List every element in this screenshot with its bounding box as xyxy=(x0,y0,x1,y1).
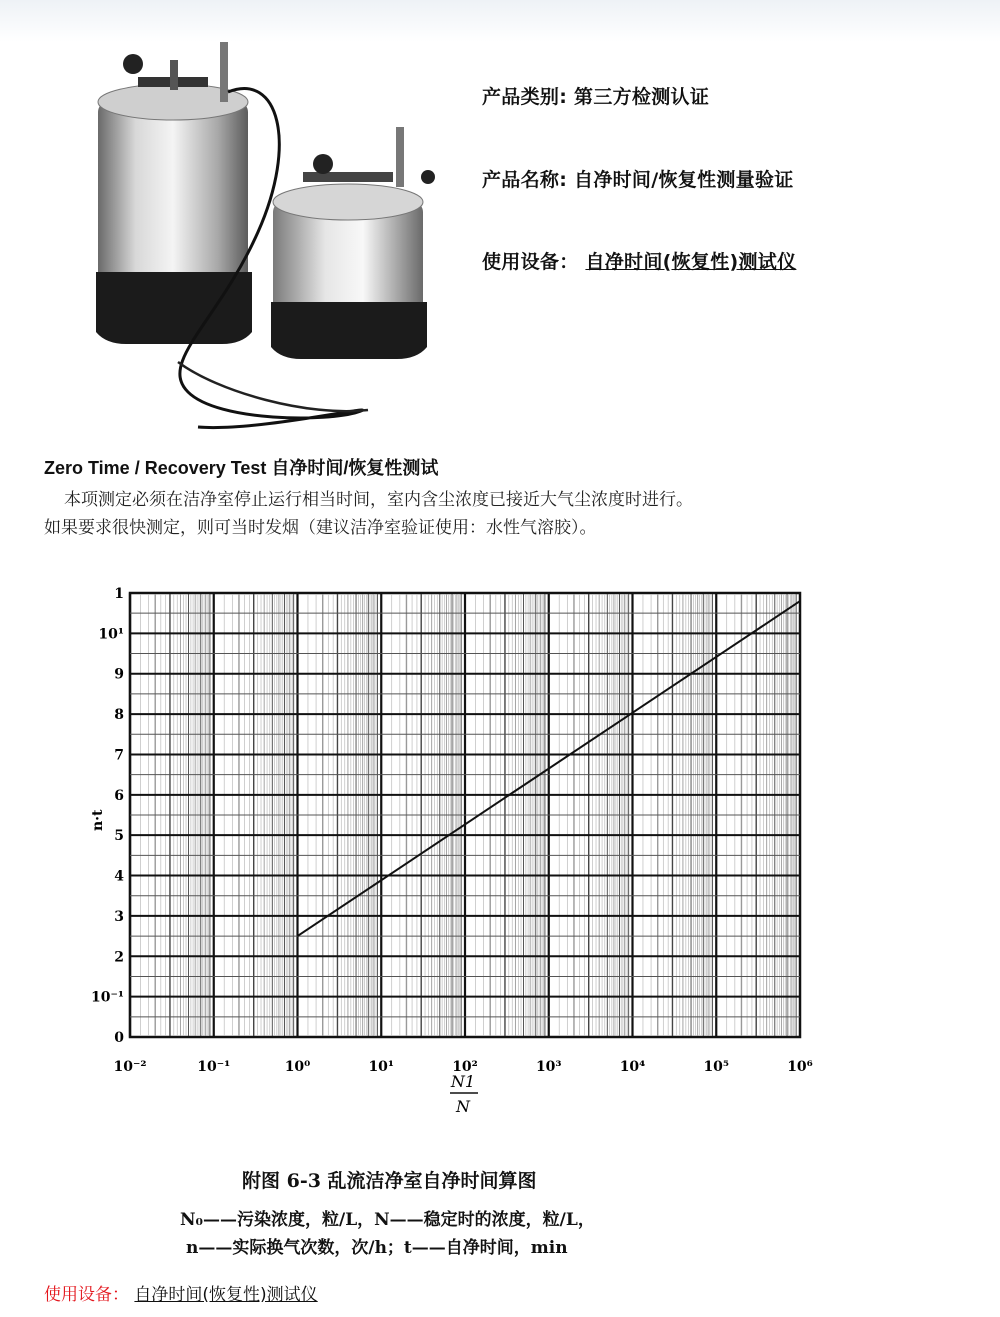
footer-equipment-label: 使用设备： xyxy=(44,1285,129,1305)
x-tick-label: 10¹ xyxy=(368,1059,395,1075)
footer-equipment-link[interactable]: 自净时间(恢复性)测试仪 xyxy=(134,1285,318,1305)
paragraph-line-1: 本项测定必须在洁净室停止运行相当时间，室内含尘浓度已接近大气尘浓度时进行。 xyxy=(64,490,693,510)
x-tick-label: 10³ xyxy=(535,1059,562,1075)
x-tick-label: 10⁵ xyxy=(703,1059,730,1075)
product-equipment-link[interactable]: 自净时间(恢复性)测试仪 xyxy=(585,251,797,273)
product-category xyxy=(482,82,709,109)
x-tick-label: 10² xyxy=(452,1059,478,1075)
product-name-label: 产品名称: xyxy=(482,169,568,191)
y-tick-label: 8 xyxy=(114,707,124,724)
y-tick-label: 0 xyxy=(114,1030,124,1046)
y-tick-label: 1 xyxy=(114,586,124,602)
self-purification-chart xyxy=(88,575,828,1130)
product-name xyxy=(482,165,794,192)
x-tick-label: 10⁴ xyxy=(619,1059,646,1075)
y-tick-label: 10⁻¹ xyxy=(90,989,124,1006)
product-name-value: 自净时间/恢复性测量验证 xyxy=(574,169,794,191)
x-label-numerator: N1 xyxy=(450,1072,476,1091)
chart-legend-line-2: n——实际换气次数，次/h；t——自净时间，min xyxy=(186,1238,568,1258)
x-tick-label: 10⁰ xyxy=(284,1059,311,1075)
x-label-denominator: N xyxy=(456,1097,470,1116)
x-tick-label: 10⁶ xyxy=(787,1059,813,1075)
product-photo xyxy=(78,32,470,440)
x-tick-label: 10⁻¹ xyxy=(197,1059,231,1075)
y-tick-label: 6 xyxy=(114,787,124,804)
footer-equipment xyxy=(44,1280,318,1305)
y-tick-label: 2 xyxy=(114,949,124,966)
product-equipment-label: 使用设备： xyxy=(482,251,579,273)
y-tick-label: 3 xyxy=(114,908,124,925)
section-title: Zero Time / Recovery Test 自净时间/恢复性测试 xyxy=(44,458,439,478)
y-tick-label: 9 xyxy=(114,666,124,683)
y-tick-label: 4 xyxy=(114,868,124,885)
product-category-label: 产品类别: xyxy=(482,86,568,108)
y-tick-label: 5 xyxy=(114,828,124,845)
y-tick-label: 7 xyxy=(114,747,124,764)
y-axis-label: n·t xyxy=(90,809,106,831)
chart-title: 附图 6-3 乱流洁净室自净时间算图 xyxy=(242,1170,537,1192)
x-tick-label: 10⁻² xyxy=(113,1059,147,1075)
chart-grid xyxy=(130,593,800,1037)
product-category-value: 第三方检测认证 xyxy=(574,86,710,108)
product-equipment xyxy=(482,247,796,274)
y-tick-label: 10¹ xyxy=(98,626,124,643)
paragraph-line-2: 如果要求很快测定，则可当时发烟（建议洁净室验证使用：水性气溶胶）。 xyxy=(44,518,597,538)
chart-legend-line-1: N₀——污染浓度，粒/L，N——稳定时的浓度，粒/L， xyxy=(180,1210,595,1230)
